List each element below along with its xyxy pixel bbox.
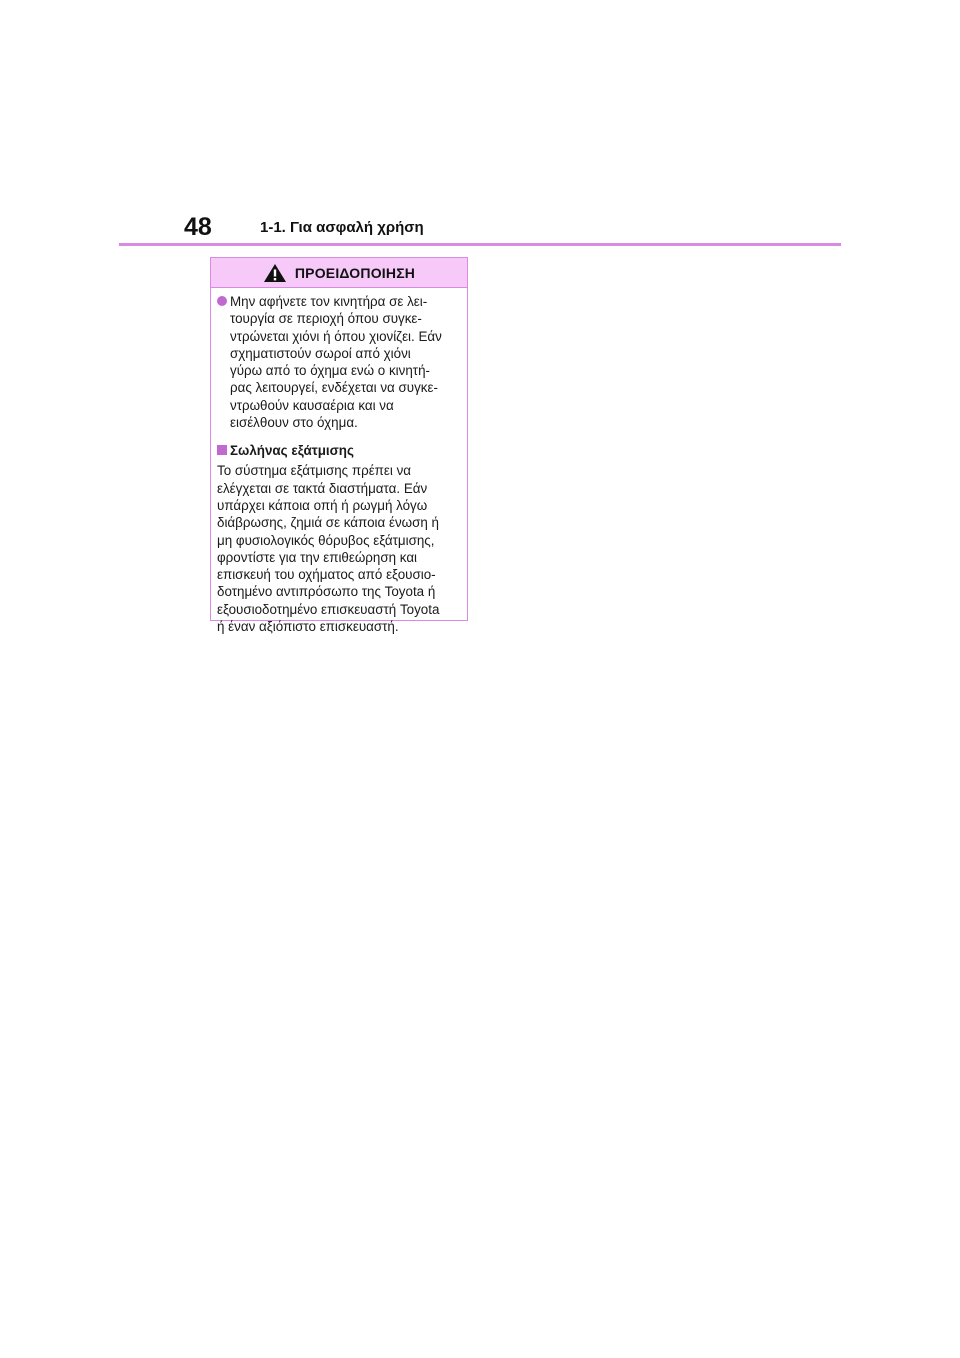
paragraph-line: μη φυσιολογικός θόρυβος εξάτμισης, bbox=[217, 532, 435, 548]
warning-header bbox=[211, 258, 467, 288]
exhaust-pipe-subheading bbox=[217, 442, 461, 459]
paragraph-line: δοτημένο αντιπρόσωπο της Toyota ή bbox=[217, 584, 436, 600]
bullet-line: ντρωθούν καυσαέρια και να bbox=[230, 397, 394, 413]
warning-body bbox=[211, 288, 467, 635]
round-bullet-icon bbox=[217, 296, 227, 306]
section-title: 1-1. Για ασφαλή χρήση bbox=[260, 219, 424, 236]
bullet-line: τουργία σε περιοχή όπου συγκε- bbox=[230, 311, 422, 327]
warning-title: ΠΡΟΕΙΔΟΠΟΙΗΣΗ bbox=[294, 264, 416, 281]
paragraph-line: φροντίστε για την επιθεώρηση και bbox=[217, 549, 418, 565]
square-bullet-icon bbox=[217, 445, 227, 455]
page-number: 48 bbox=[184, 213, 212, 241]
subheading-text: Σωλήνας εξάτμισης bbox=[230, 443, 354, 459]
warning-box bbox=[210, 257, 468, 635]
paragraph-line: ελέγχεται σε τακτά διαστήματα. Εάν bbox=[217, 480, 428, 496]
bullet-line: γύρω από το όχημα ενώ ο κινητή- bbox=[230, 363, 430, 379]
paragraph-line: διάβρωσης, ζημιά σε κάποια ένωση ή bbox=[217, 515, 439, 531]
exhaust-paragraph bbox=[217, 462, 461, 635]
paragraph-line: Το σύστημα εξάτμισης πρέπει να bbox=[217, 463, 412, 479]
bullet-line: Μην αφήνετε τον κινητήρα σε λει- bbox=[230, 294, 428, 309]
warning-bullet-item bbox=[217, 293, 461, 431]
paragraph-line: επισκευή του οχήματος από εξουσιο- bbox=[217, 567, 436, 583]
paragraph-line: εξουσιοδοτημένο επισκευαστή Toyota bbox=[217, 601, 440, 617]
paragraph-line: ή έναν αξιόπιστο επισκευαστή. bbox=[217, 619, 399, 635]
warning-triangle-icon bbox=[263, 263, 287, 283]
bullet-line: εισέλθουν στο όχημα. bbox=[230, 415, 358, 431]
header-divider bbox=[119, 243, 841, 246]
bullet-line: σχηματιστούν σωροί από χιόνι bbox=[230, 345, 411, 361]
bullet-line: ρας λειτουργεί, ενδέχεται να συγκε- bbox=[230, 380, 438, 396]
paragraph-line: υπάρχει κάποια οπή ή ρωγμή λόγω bbox=[217, 497, 428, 513]
bullet-line: ντρώνεται χιόνι ή όπου χιονίζει. Εάν bbox=[230, 328, 442, 344]
